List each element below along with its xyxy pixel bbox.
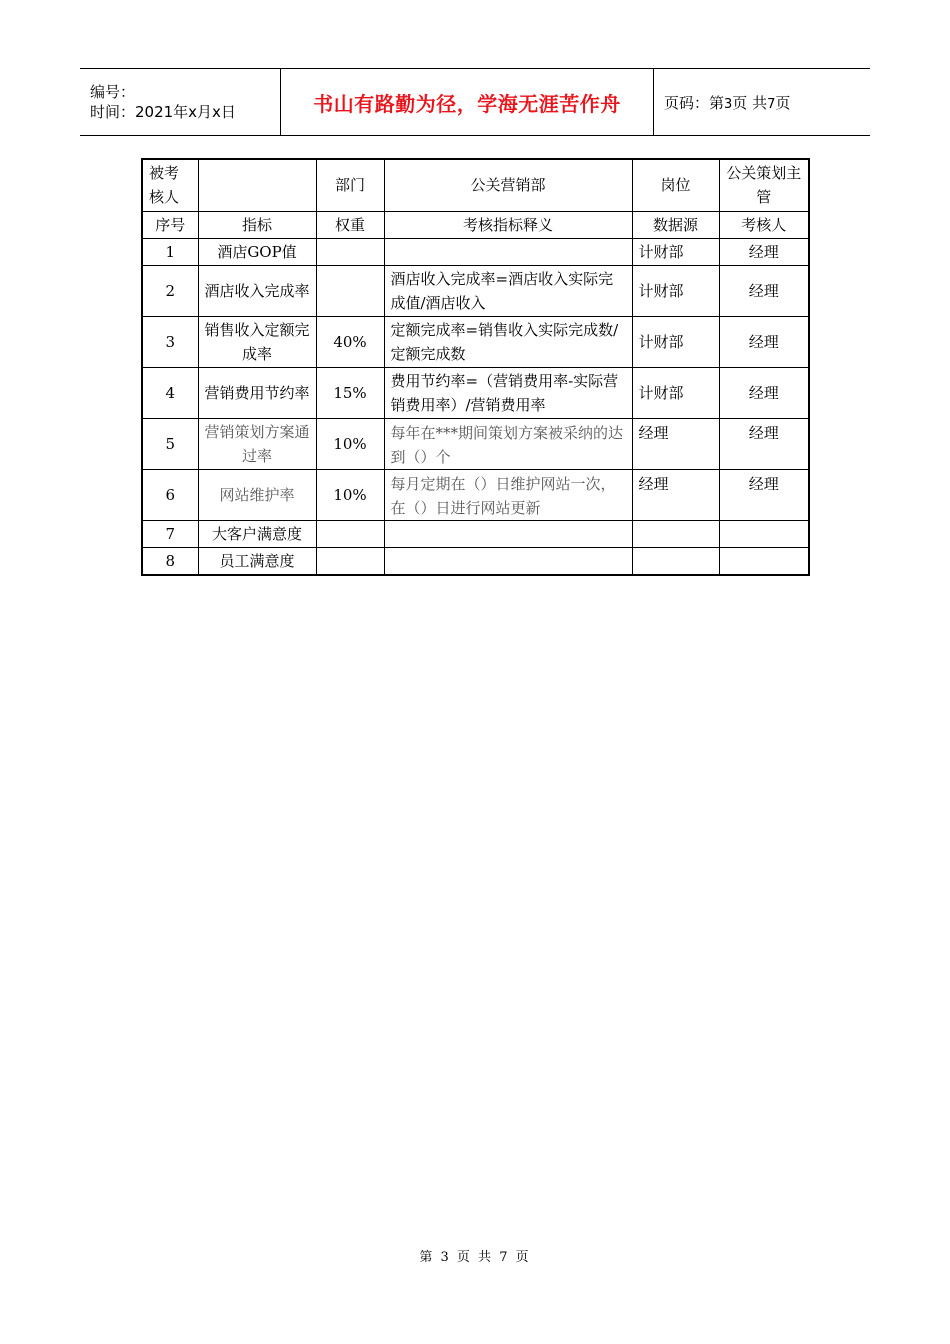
row-weight: 10% [316,418,384,469]
row-source: 经理 [632,469,719,520]
table-row [142,520,809,547]
post-label: 岗位 [632,159,719,211]
page-total: 7 [767,96,776,112]
kpi-table [141,158,810,576]
page-current: 3 [724,96,733,112]
row-indicator: 大客户满意度 [198,520,316,547]
row-no: 3 [142,316,198,367]
row-no: 6 [142,469,198,520]
row-weight [316,547,384,575]
serial-label: 编号： [90,83,136,101]
table-row [142,265,809,316]
row-no: 5 [142,418,198,469]
table-row [142,238,809,265]
col-header-assessor: 考核人 [719,211,809,238]
row-definition: 酒店收入完成率=酒店收入实际完成值/酒店收入 [384,265,632,316]
row-definition [384,520,632,547]
table-row [142,316,809,367]
row-no: 8 [142,547,198,575]
info-row [142,159,809,211]
dept-value: 公关营销部 [384,159,632,211]
row-assessor: 经理 [719,316,809,367]
row-source: 计财部 [632,316,719,367]
row-source [632,547,719,575]
row-assessor: 经理 [719,418,809,469]
row-indicator: 营销费用节约率 [198,367,316,418]
row-definition: 定额完成率=销售收入实际完成数/定额完成数 [384,316,632,367]
row-indicator: 酒店GOP值 [198,238,316,265]
column-header-row [142,211,809,238]
page-indicator: 页码：第3页 共7页 [664,93,791,112]
row-source [632,520,719,547]
table-row [142,418,809,469]
row-source: 计财部 [632,265,719,316]
post-value: 公关策划主管 [719,159,809,211]
row-indicator: 酒店收入完成率 [198,265,316,316]
page-footer: 第 3 页 共 7 页 [419,1250,531,1265]
row-no: 1 [142,238,198,265]
row-indicator: 营销策划方案通过率 [198,418,316,469]
col-header-source: 数据源 [632,211,719,238]
table-row [142,367,809,418]
col-header-definition: 考核指标释义 [384,211,632,238]
page-header [80,68,870,136]
row-assessor [719,547,809,575]
row-weight: 15% [316,367,384,418]
row-weight: 40% [316,316,384,367]
col-header-weight: 权重 [316,211,384,238]
row-assessor [719,520,809,547]
row-indicator: 员工满意度 [198,547,316,575]
row-assessor: 经理 [719,238,809,265]
row-definition [384,547,632,575]
time-label: 时间：2021年x月x日 [90,103,236,121]
row-definition: 费用节约率=（营销费用率-实际营销费用率）/营销费用率 [384,367,632,418]
row-definition [384,238,632,265]
header-motto-cell [281,69,654,135]
table-row [142,547,809,575]
row-definition: 每月定期在（）日维护网站一次，在（）日进行网站更新 [384,469,632,520]
row-source: 计财部 [632,238,719,265]
row-assessor: 经理 [719,367,809,418]
table-row [142,469,809,520]
row-source: 计财部 [632,367,719,418]
row-definition: 每年在***期间策划方案被采纳的达到（）个 [384,418,632,469]
dept-label: 部门 [316,159,384,211]
row-source: 经理 [632,418,719,469]
assessee-value [198,159,316,211]
header-meta [80,69,281,135]
row-weight [316,265,384,316]
row-no: 7 [142,520,198,547]
col-header-indicator: 指标 [198,211,316,238]
row-assessor: 经理 [719,469,809,520]
assessee-label: 被考核人 [142,159,198,211]
row-indicator: 销售收入定额完成率 [198,316,316,367]
row-no: 2 [142,265,198,316]
row-assessor: 经理 [719,265,809,316]
row-weight [316,238,384,265]
row-weight: 10% [316,469,384,520]
header-page-info [654,69,870,135]
col-header-no: 序号 [142,211,198,238]
row-weight [316,520,384,547]
row-indicator: 网站维护率 [198,469,316,520]
motto: 书山有路勤为径，学海无涯苦作舟 [313,91,621,116]
row-no: 4 [142,367,198,418]
